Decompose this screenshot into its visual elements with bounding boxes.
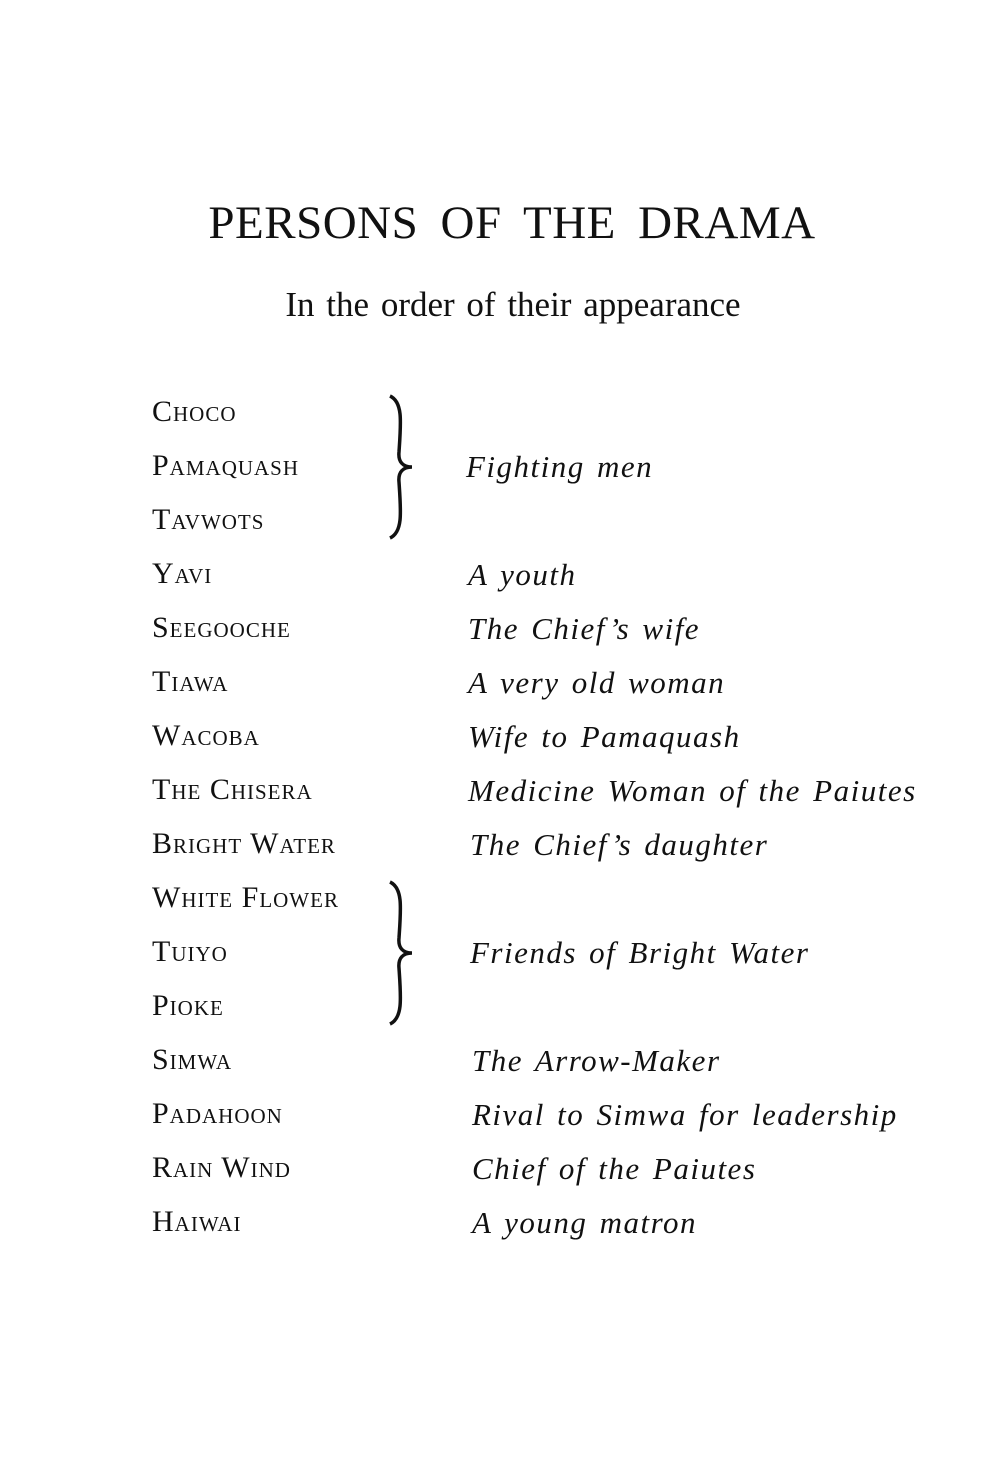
character-name: Seegooche [152, 611, 291, 644]
character-role: Rival to Simwa for leadership [472, 1097, 898, 1132]
character-name: Wacoba [152, 719, 260, 752]
character-name: Tiawa [152, 665, 229, 698]
character-role: The Arrow-Maker [472, 1043, 721, 1078]
character-name: Yavi [152, 557, 213, 590]
character-role: A very old woman [468, 665, 726, 700]
character-name: Rain Wind [152, 1151, 291, 1184]
character-role: Fighting men [466, 449, 654, 484]
character-role: Chief of the Paiutes [472, 1151, 757, 1186]
character-role: A young matron [472, 1205, 698, 1240]
character-name: Tuiyo [152, 935, 228, 968]
character-role: The Chief’s wife [468, 611, 701, 646]
brace-icon [385, 878, 425, 1028]
character-name: Simwa [152, 1043, 233, 1076]
brace-icon [385, 392, 425, 542]
character-name: Padahoon [152, 1097, 283, 1130]
character-name: Pioke [152, 989, 224, 1022]
character-role: Medicine Woman of the Paiutes [468, 773, 917, 808]
character-name: The Chisera [152, 773, 313, 806]
character-name: Tavwots [152, 503, 265, 536]
page-subtitle: In the order of their appearance [285, 285, 741, 324]
character-role: Wife to Pamaquash [468, 719, 741, 754]
character-role: The Chief’s daughter [470, 827, 769, 862]
character-name: Choco [152, 395, 237, 428]
page-title: PERSONS OF THE DRAMA [208, 197, 816, 249]
character-name: White Flower [152, 881, 339, 914]
character-name: Bright Water [152, 827, 336, 860]
character-name: Haiwai [152, 1205, 242, 1238]
character-role: A youth [468, 557, 577, 592]
character-name: Pamaquash [152, 449, 300, 482]
character-role: Friends of Bright Water [470, 935, 810, 970]
